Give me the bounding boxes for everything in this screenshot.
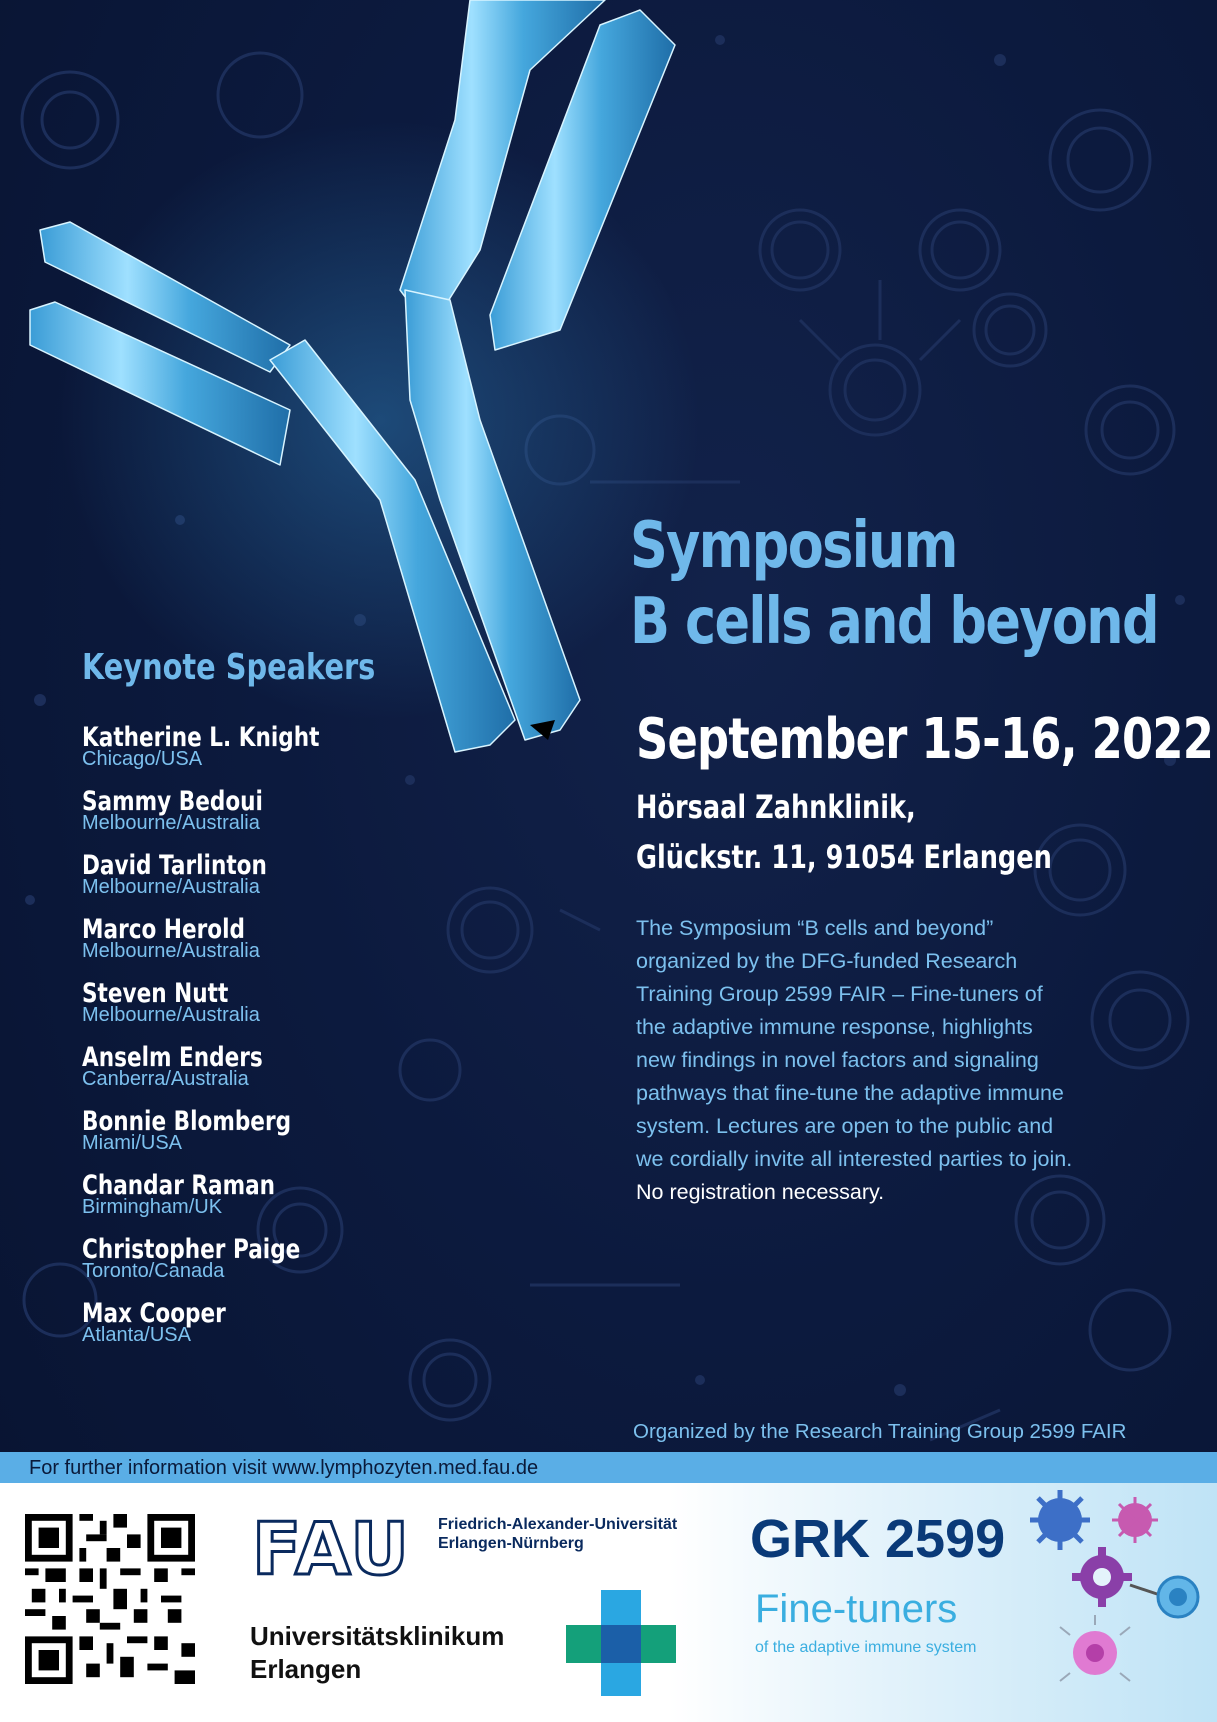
blue-cell-icon	[1030, 1490, 1090, 1550]
title-line-1: Symposium	[630, 509, 957, 583]
speaker-location: Melbourne/Australia	[82, 940, 260, 962]
speaker-item	[82, 850, 442, 914]
immune-cells-illustration	[1020, 1485, 1217, 1705]
keynote-speakers-list	[82, 722, 442, 1362]
fau-name-line-1: Friedrich-Alexander-Universität	[438, 1516, 678, 1533]
fine-tuners-tagline: of the adaptive immune system	[755, 1639, 977, 1656]
info-link-text[interactable]: For further information visit www.lymphozyten.med.fau.de	[29, 1457, 539, 1479]
speaker-name: Marco Herold	[82, 914, 245, 945]
speaker-name: Katherine L. Knight	[82, 722, 320, 753]
speaker-location: Melbourne/Australia	[82, 1004, 260, 1026]
fau-logo-text: FAU	[252, 1514, 411, 1582]
speaker-location: Melbourne/Australia	[82, 876, 260, 898]
event-venue	[636, 782, 1052, 882]
speaker-item	[82, 1042, 442, 1106]
speaker-location: Toronto/Canada	[82, 1260, 225, 1282]
fau-name	[438, 1515, 677, 1553]
uk-name-line-1: Universitätsklinikum	[250, 1621, 505, 1651]
event-description	[636, 912, 1076, 1209]
speaker-name: Steven Nutt	[82, 978, 229, 1009]
keynote-speakers-heading: Keynote Speakers	[82, 647, 376, 688]
info-bar	[0, 1452, 1217, 1483]
speaker-location: Melbourne/Australia	[82, 812, 260, 834]
uk-erlangen-cross-logo	[566, 1590, 676, 1696]
uk-erlangen-name	[250, 1620, 504, 1686]
qr-code-icon[interactable]	[25, 1514, 195, 1684]
speaker-name: David Tarlinton	[82, 850, 267, 881]
speaker-item	[82, 786, 442, 850]
fau-logo	[252, 1514, 422, 1582]
venue-line-1: Hörsaal Zahnklinik,	[636, 788, 916, 826]
speaker-item	[82, 1298, 442, 1362]
magenta-cell-icon	[1060, 1615, 1130, 1681]
organizer-note: Organized by the Research Training Group 2599 FAIR	[633, 1420, 1127, 1443]
uk-name-line-2: Erlangen	[250, 1654, 362, 1684]
speaker-item	[82, 722, 442, 786]
speaker-location: Atlanta/USA	[82, 1324, 191, 1346]
speaker-name: Chandar Raman	[82, 1170, 276, 1201]
speaker-name: Anselm Enders	[82, 1042, 263, 1073]
speaker-name: Christopher Paige	[82, 1234, 301, 1265]
fau-name-line-2: Erlangen-Nürnberg	[438, 1535, 584, 1552]
symposium-title	[630, 508, 1158, 660]
fine-tuners-title: Fine-tuners	[755, 1587, 958, 1631]
speaker-item	[82, 1106, 442, 1170]
gear-cell-icon	[1072, 1547, 1132, 1607]
speaker-name: Max Cooper	[82, 1298, 226, 1329]
speaker-location: Canberra/Australia	[82, 1068, 249, 1090]
description-text: The Symposium “B cells and beyond” organized by the DFG-funded Research Training Group 2599 FAIR – Fine-tuners of the adaptive immune response, highlights new findings in novel factors and signaling pathways that fine-tune the adaptive immune system. Lectures are open to the public and we cordially invite all interested parties to join.	[636, 916, 1073, 1171]
speaker-item	[82, 1234, 442, 1298]
event-date: September 15-16, 2022	[636, 707, 1214, 772]
speaker-location: Miami/USA	[82, 1132, 183, 1154]
speaker-location: Birmingham/UK	[82, 1196, 223, 1218]
speaker-name: Sammy Bedoui	[82, 786, 263, 817]
speaker-item	[82, 1170, 442, 1234]
speaker-name: Bonnie Blomberg	[82, 1106, 292, 1137]
speaker-item	[82, 914, 442, 978]
registration-note: No registration necessary.	[636, 1180, 885, 1204]
pink-cell-icon	[1112, 1497, 1158, 1543]
speaker-location: Chicago/USA	[82, 748, 203, 770]
venue-line-2: Glückstr. 11, 91054 Erlangen	[636, 838, 1052, 876]
grk-title: GRK 2599	[750, 1509, 1006, 1569]
speaker-item	[82, 978, 442, 1042]
title-line-2: B cells and beyond	[630, 585, 1158, 659]
